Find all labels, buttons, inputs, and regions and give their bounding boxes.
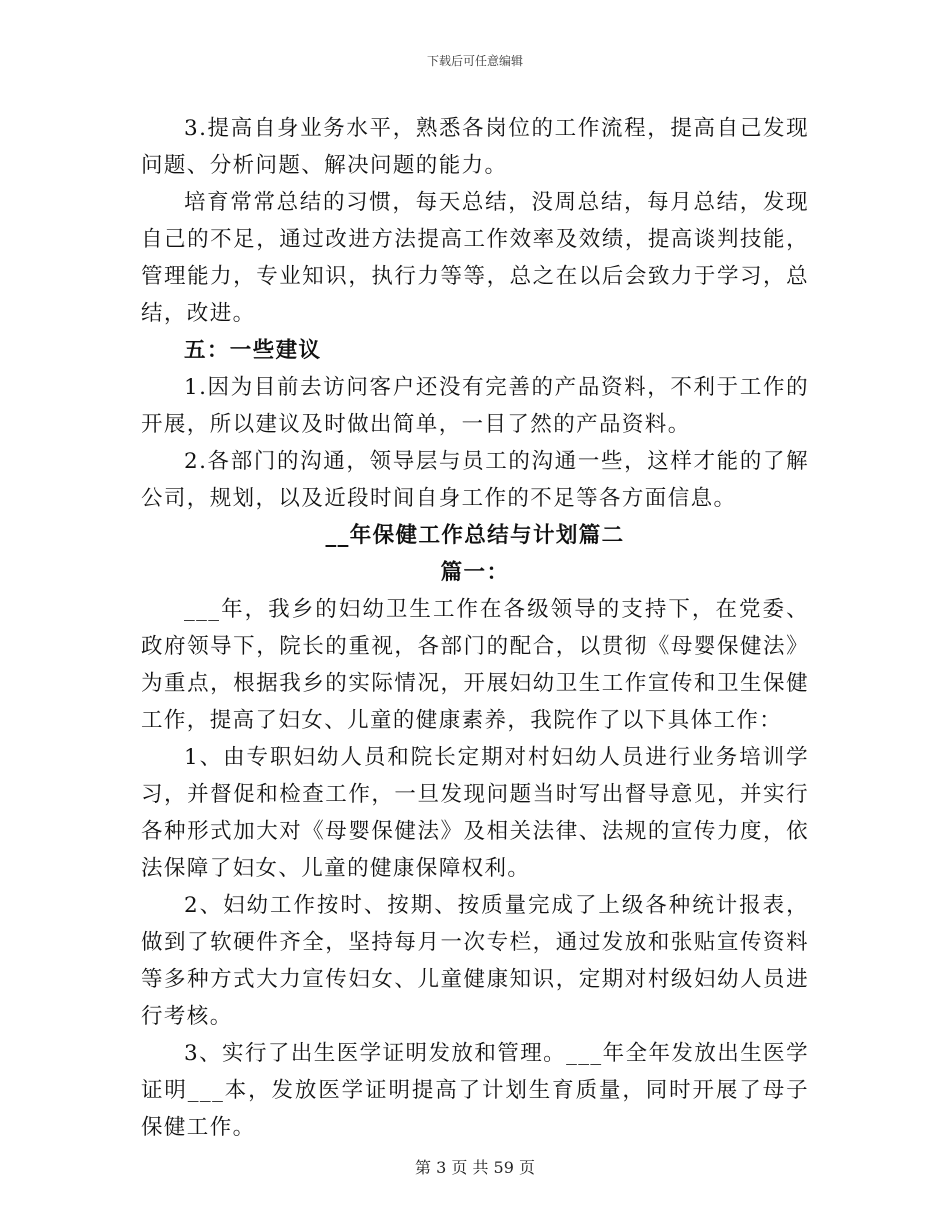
- paragraph-item-3: 3、实行了出生医学证明发放和管理。___年全年发放出生医学证明___本，发放医学证明提高了计划生育质量，同时开展了母子保健工作。: [141, 1041, 809, 1140]
- paragraph-skill-improvement: 3.提高自身业务水平，熟悉各岗位的工作流程，提高自己发现问题、分析问题、解决问题的能力。: [141, 116, 809, 178]
- section-heading-suggestions: 五：一些建议: [184, 338, 322, 363]
- page-header: 下载后可任意编辑: [426, 54, 523, 68]
- paragraph-suggestion-1: 1.因为目前去访问客户还没有完善的产品资料，不利于工作的开展，所以建议及时做出简单，一目了然的产品资料。: [141, 375, 809, 437]
- paragraph-summary-habit: 培育常常总结的习惯，每天总结，没周总结，每月总结，发现自己的不足，通过改进方法提高工作效率及效绩，提高谈判技能，管理能力，专业知识，执行力等等，总之在以后会致力于学习，总结，改进。: [141, 190, 809, 326]
- document-title: __年保健工作总结与计划篇二: [325, 523, 625, 548]
- paragraph-suggestion-2: 2.各部门的沟通，领导层与员工的沟通一些，这样才能的了解公司，规划，以及近段时间自身工作的不足等各方面信息。: [141, 449, 809, 511]
- paragraph-item-1: 1、由专职妇幼人员和院长定期对村妇幼人员进行业务培训学习，并督促和检查工作，一旦发现问题当时写出督导意见，并实行各种形式加大对《母婴保健法》及相关法律、法规的宣传力度，依法保障了妇女、儿童的健康保障权利。: [141, 745, 809, 881]
- paragraph-intro: ___年，我乡的妇幼卫生工作在各级领导的支持下，在党委、政府领导下，院长的重视，各部门的配合，以贯彻《母婴保健法》为重点，根据我乡的实际情况，开展妇幼卫生工作宣传和卫生保健工作，提高了妇女、儿童的健康素养，我院作了以下具体工作：: [141, 597, 809, 733]
- chapter-heading: 篇一：: [440, 560, 510, 585]
- page-number: 第 3 页 共 59 页: [415, 1158, 535, 1177]
- paragraph-item-2: 2、妇幼工作按时、按期、按质量完成了上级各种统计报表，做到了软硬件齐全，坚持每月一次专栏，通过发放和张贴宣传资料等多种方式大力宣传妇女、儿童健康知识，定期对村级妇幼人员进行考核。: [141, 893, 809, 1029]
- document-body: [141, 110, 809, 1146]
